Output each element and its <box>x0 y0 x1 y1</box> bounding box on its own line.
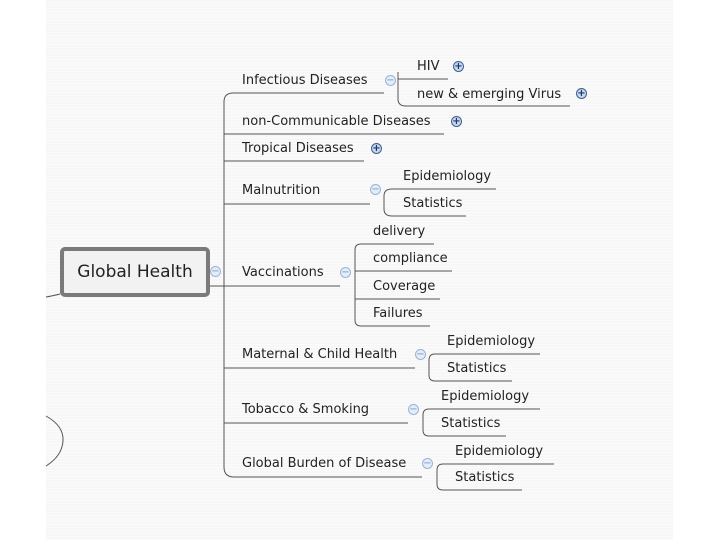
topic-failures[interactable]: Failures <box>373 306 423 321</box>
topic-statistics[interactable]: Statistics <box>403 196 463 211</box>
minus-circle-icon[interactable]: − <box>371 184 380 195</box>
topic-epidemiology[interactable]: Epidemiology <box>455 444 544 459</box>
minus-circle-icon[interactable]: − <box>423 458 432 469</box>
plus-circle-icon[interactable]: + <box>372 143 381 154</box>
minus-circle-icon[interactable]: − <box>386 75 395 86</box>
branch-malnutrition[interactable]: Malnutrition <box>242 183 321 198</box>
topic-epidemiology[interactable]: Epidemiology <box>403 169 492 184</box>
topic-compliance[interactable]: compliance <box>373 251 448 266</box>
plus-circle-icon[interactable]: + <box>454 61 463 72</box>
topic-coverage[interactable]: Coverage <box>373 279 436 294</box>
topic-delivery[interactable]: delivery <box>373 224 426 239</box>
minus-circle-icon[interactable]: − <box>211 266 220 277</box>
branch-global-burden-of-disease[interactable]: Global Burden of Disease <box>242 456 407 471</box>
topic-new-emerging-virus[interactable]: new & emerging Virus <box>417 87 562 102</box>
topic-epidemiology[interactable]: Epidemiology <box>447 334 536 349</box>
topic-statistics[interactable]: Statistics <box>447 361 507 376</box>
branch-tobacco-smoking[interactable]: Tobacco & Smoking <box>242 402 370 417</box>
topic-epidemiology[interactable]: Epidemiology <box>441 389 530 404</box>
branch-vaccinations[interactable]: Vaccinations <box>242 265 324 280</box>
topic-hiv[interactable]: HIV <box>417 59 440 74</box>
minus-circle-icon[interactable]: − <box>409 404 418 415</box>
minus-circle-icon[interactable]: − <box>341 267 350 278</box>
plus-circle-icon[interactable]: + <box>452 116 461 127</box>
topic-statistics[interactable]: Statistics <box>441 416 501 431</box>
central-topic[interactable]: Global Health <box>60 247 210 297</box>
plus-circle-icon[interactable]: + <box>577 88 586 99</box>
topic-statistics[interactable]: Statistics <box>455 470 515 485</box>
minus-circle-icon[interactable]: − <box>416 349 425 360</box>
branch-maternal-child-health[interactable]: Maternal & Child Health <box>242 347 398 362</box>
branch-infectious-diseases[interactable]: Infectious Diseases <box>242 73 368 88</box>
branch-tropical-diseases[interactable]: Tropical Diseases <box>242 141 354 156</box>
branch-non-communicable-diseases[interactable]: non-Communicable Diseases <box>242 114 431 129</box>
